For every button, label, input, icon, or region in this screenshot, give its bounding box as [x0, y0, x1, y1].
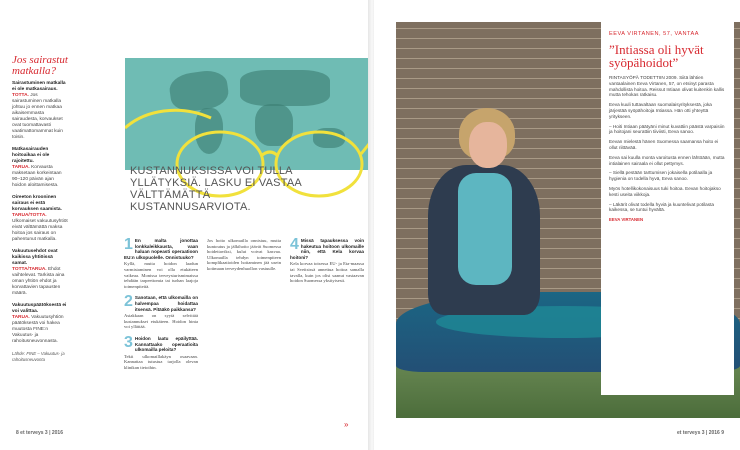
story-paragraph: Myös hotellikokonaisuus tuki hoitoa. Eevan hoitojakso kesti useita viikkoja.: [609, 185, 721, 197]
qa-item: [290, 238, 364, 284]
story-signature: EEVA VIRTANEN: [609, 217, 644, 223]
illustration-caption: KUSTANNUKSISSA VOI TULLA YLLÄTYKSIÄ. LASKU EI VASTAA VÄLTTÄMÄTTÄ KUSTANNUSARVIOTA.: [130, 165, 302, 213]
fact-answer: [12, 165, 68, 189]
sidebar-source: Lähde: FINE – Vakuutus- ja rahoitusneuvonta: [12, 351, 65, 362]
fact-tag: TOTTA.: [12, 93, 29, 98]
article-column: [290, 238, 364, 290]
story-paragraph: – Siellä pestään tarttumisen jokaisella potilaalla ja hygienia on todella hyvä, Eeva sanoo.: [609, 170, 713, 182]
article-column: [124, 238, 198, 376]
fact-item: [12, 195, 68, 243]
story-paragraph: – Läkärit olivat todella hyviä ja kuuntelivat potilasta kaikessa, se tuntui hyvältä.: [609, 201, 715, 213]
fact-text: Vakuutusyhtiön päätöksestä voi hakea muutosta FINE:n Vakuutus- ja rahoitusneuvonnasta.: [12, 315, 64, 344]
story-paragraph: Eeva sai kuulla monta varoitusta ennen lähtöään, mutta intialainen sairaala ei ollut pettymys.: [609, 154, 725, 166]
story-paragraph: – Hoiti Intiaan päätyäni minut kuvattiin päästä varpaisiin ja hoitojani seurattiin tiiviisti, Eeva sanoo.: [609, 123, 725, 135]
qa-number: 2: [124, 293, 133, 311]
qa-answer: Kela korvaa toisessa EU- ja Eta-maassa tai Sveitsissä annettua hoitoa samalla tavalla, kuin jos olisi saanut vastaavan hoidon Suomessa yksityisesti.: [290, 261, 364, 284]
sidebar-title: Jos sairastut matkalla?: [12, 54, 68, 77]
fact-tag: TARUA.: [12, 315, 30, 320]
qa-number: 4: [290, 236, 299, 253]
right-page: [374, 0, 740, 450]
qa-answer: Asiakkaan on syytä selvittää kustannukset etukäteen. Hoidon hinta voi yllättää.: [124, 313, 198, 330]
fact-question: Oireeton krooninen sairaus ei estä korvauksen saamista.: [12, 195, 62, 212]
fact-question: Sairastuminen matkalla ei ole matkasairaus.: [12, 81, 66, 92]
fact-item: [12, 147, 68, 189]
qa-answer: Tekii ulkomaillakäyn osaavaan. Kannattaa tutustua tarjolla olevan klinikan tietoihin.: [124, 353, 198, 370]
qa-item: [124, 333, 198, 371]
fact-answer: [12, 315, 68, 345]
story-paragraph: RINTASYÖPÄ TODETTIIN 2009. Siitä lähtien vantaalainen Eeva Virtanen, 57, on etsinyt parasta mahdollista hoitoa. Reissut Intiaan olivat kuitenkin kallis mutta tehokas ratkaisu.: [609, 75, 725, 98]
fact-question: Matkasairauden hoitoaikaa ei ole rajoitettu.: [12, 147, 50, 164]
fact-tag: TARUA.: [12, 165, 30, 170]
story-paragraph: Eevan mielestä hänen Suomessa saamansa hoito ei ollut riittävää.: [609, 139, 719, 150]
fact-answer: [12, 213, 68, 243]
fact-answer: [12, 267, 68, 297]
continue-arrow: »: [344, 420, 349, 429]
page-folio: 8 et terveys 3 | 2016: [16, 430, 63, 436]
story-author: EEVA VIRTANEN, 57, VANTAA: [609, 31, 700, 37]
page-folio: et terveys 3 | 2016 9: [677, 430, 724, 436]
fact-answer: [12, 93, 68, 141]
fact-question: Vakuutuspäätöksestä ei voi valittaa.: [12, 303, 67, 314]
article-column: Jos hoito ulkomailla onnistuu, mutta kuntoutus ja jälkihoito jäävät Suomessa hoidettaviksi, kulut voivat kasvaa. Ulkomailla tehdyn toimenpiteen komplikaatioiden hoitaminen jää usein kotimaan terveydenhuollon vastuulle.: [207, 238, 281, 271]
fact-text: Korvausta maksetaan korkeintaan 90–120 päivän ajan hoidon aloittamisesta.: [12, 165, 62, 188]
fact-text: Ehdot vaihtelevat. Tarkista aina oman yhtiön ehdot ja korvattavien tapausten määrä.: [12, 267, 65, 296]
qa-number: 3: [124, 333, 133, 351]
qa-answer: Kyllä, mutta hoidon laadun varmistaminen voi olla etukäteen vaikeaa. Monissa terveysturismimaissa tehdään tarpeettomia tai turhan laajoja toimenpiteitä.: [124, 261, 198, 289]
qa-item: [124, 295, 198, 330]
story-quote: ”Intiassa oli hyvät syöpähoidot”: [609, 42, 704, 70]
sidebar-facts: [12, 55, 68, 362]
fact-item: [12, 303, 68, 345]
qa-question: Hoidon laatu epäilyttää. Kannattaako operaatioita ulkomailla peloita?: [134, 335, 198, 353]
fact-question: Vakuutusehdot ovat kaikissa yhtiöissä samat.: [12, 249, 58, 266]
fact-text: Ulkomaiset vakuutusyhtiöt eivät välttämättä maksa hoitoa jos sairaus on pahentunut matkalla.: [12, 219, 68, 242]
fact-tag: TOTTA/TARUA.: [12, 267, 47, 272]
story-box: [601, 21, 734, 395]
qa-question: Sanotaan, että ulkomailla on halvempaa hoidattaa itsensä. Pitääkö paikkansa?: [134, 295, 198, 312]
qa-question: Missä tapauksessa voin hakeutua hoitoon ulkomaille niin, että Kela korvaa hoitoni?: [290, 238, 364, 260]
face: [469, 122, 507, 168]
top: [458, 173, 512, 285]
fact-item: [12, 81, 68, 141]
qa-item: [124, 238, 198, 289]
fact-item: [12, 249, 68, 297]
fact-tag: TARUA/TOTTA.: [12, 213, 47, 218]
qa-question: En malta jonottaa lonkkaleikkausta, vaan haluan nopeasti operaatioon EU:n ulkopuolelle. Onnistuuko?: [124, 238, 198, 260]
story-paragraph: Eeva kuuli tuttavaltaan suomalaisyrityksestä, joka järjestää syöpähoitoja Intiassa. Hän otti yhteyttä yritykseen.: [609, 102, 712, 119]
qa-number: 1: [124, 236, 133, 253]
fact-text: Jos sairastuminen matkalla johtuu jo ennen matkaa aikaisemmasta sairaudesta, korvaukset ovat tuomattavasti vaatimattomammat kuin toisin.: [12, 93, 63, 140]
